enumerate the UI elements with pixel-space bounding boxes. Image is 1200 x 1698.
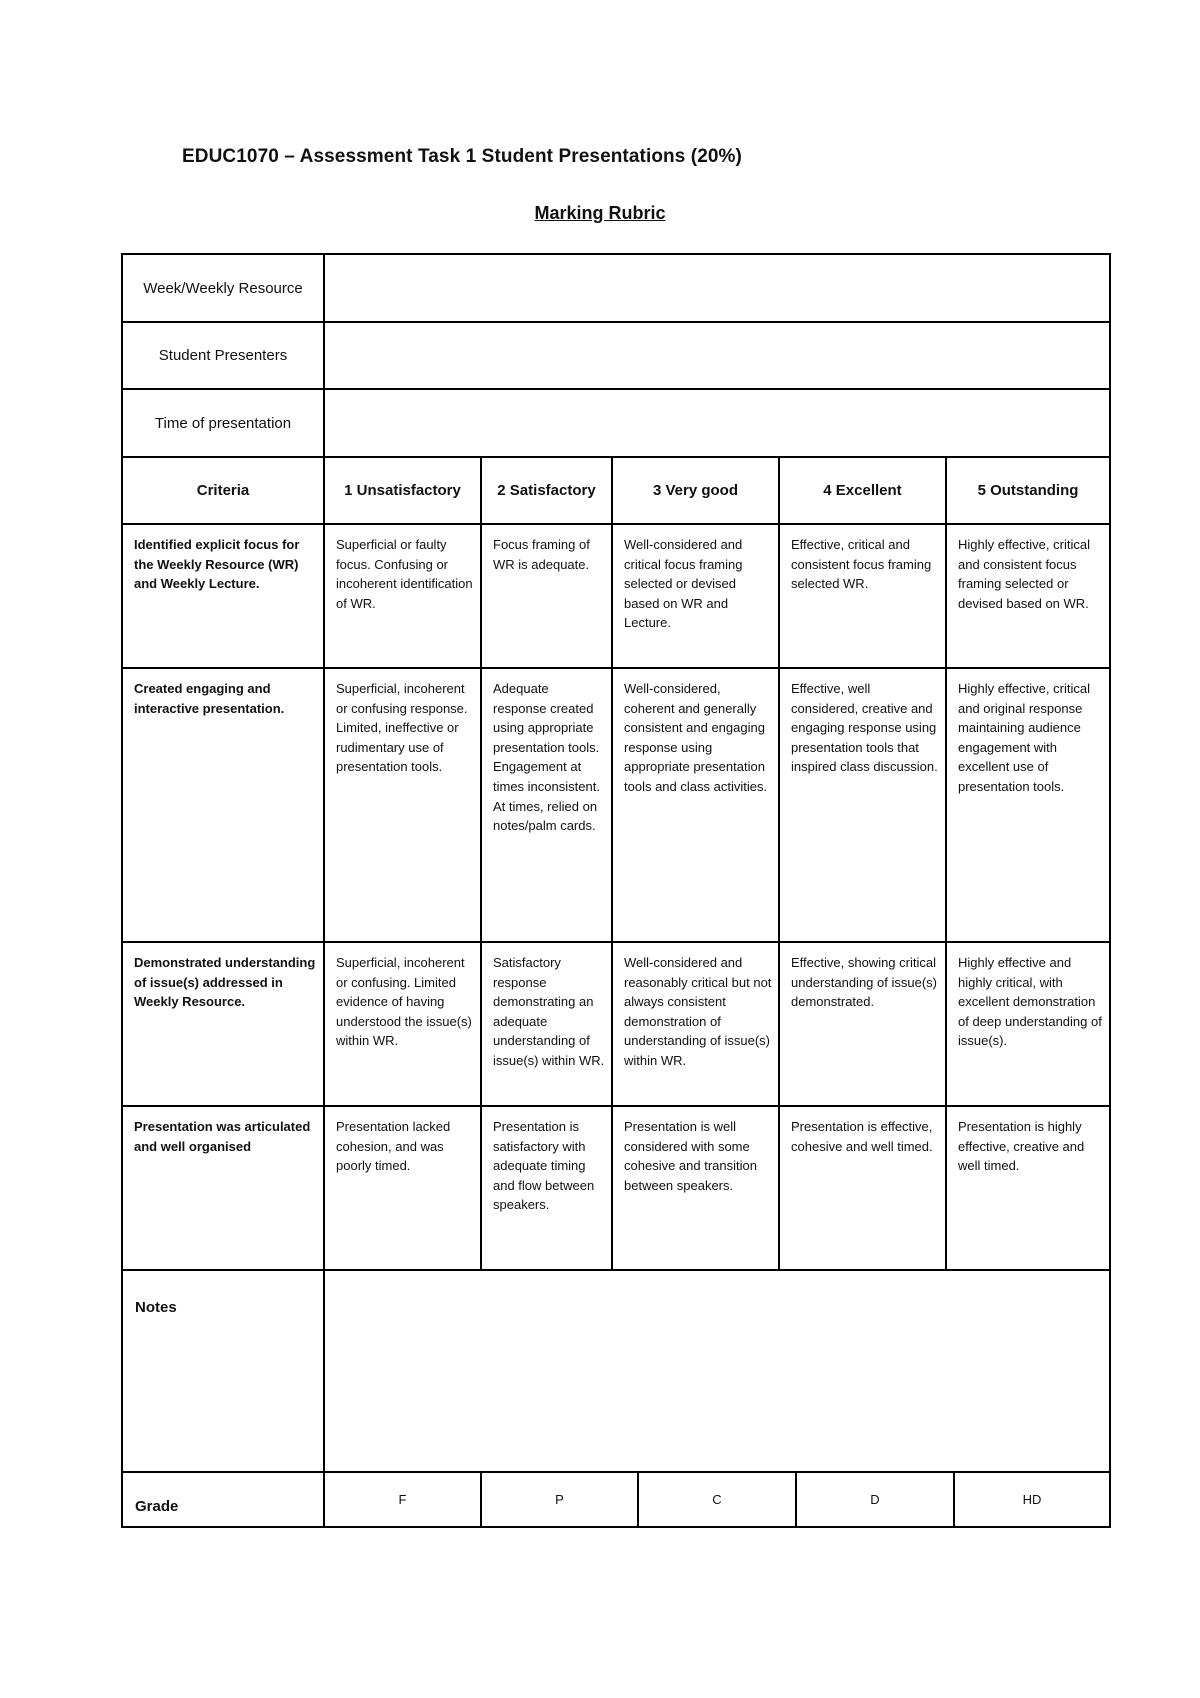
criterion-1-level-1: Superficial or faulty focus. Confusing or incoherent identification of WR.: [336, 537, 473, 611]
criterion-3-label: Demonstrated understanding of issue(s) addressed in Weekly Resource.: [134, 955, 316, 1010]
rubric-table: [121, 253, 1111, 1528]
criterion-3-level-2: Satisfactory response demonstrating an adequate understanding of issue(s) within WR.: [493, 955, 605, 1068]
document-title: EDUC1070 – Assessment Task 1 Student Presentations (20%): [182, 146, 742, 167]
criterion-2-level-5: Highly effective, critical and original response maintaining audience engagement with excellent use of presentation tools.: [958, 681, 1090, 794]
grade-option-p[interactable]: P: [555, 1492, 564, 1507]
info-label-presenters: Student Presenters: [158, 347, 288, 364]
grade-option-hd[interactable]: HD: [1022, 1492, 1042, 1507]
header-level-3: 3 Very good: [652, 482, 739, 499]
student-presenters-field[interactable]: [325, 323, 1109, 388]
criterion-4-level-4: Presentation is effective, cohesive and well timed.: [791, 1119, 933, 1154]
criterion-3-level-4: Effective, showing critical understanding of issue(s) demonstrated.: [791, 955, 937, 1010]
row-divider: [123, 667, 1109, 669]
criterion-3-level-1: Superficial, incoherent or confusing. Limited evidence of having understood the issue(s) within WR.: [336, 955, 472, 1049]
header-level-5: 5 Outstanding: [977, 482, 1079, 499]
header-level-4: 4 Excellent: [823, 482, 902, 499]
notes-field[interactable]: [325, 1271, 1109, 1471]
time-of-presentation-field[interactable]: [325, 390, 1109, 456]
grade-option-f[interactable]: F: [398, 1492, 407, 1507]
grade-option-d[interactable]: D: [870, 1492, 880, 1507]
criterion-3-level-3: Well-considered and reasonably critical but not always consistent demonstration of understanding of issue(s) within WR.: [624, 955, 772, 1068]
criterion-4-level-1: Presentation lacked cohesion, and was poorly timed.: [336, 1119, 451, 1174]
notes-label: Notes: [135, 1299, 177, 1316]
criterion-2-level-4: Effective, well considered, creative and engaging response using presentation tools that inspired class discussion.: [791, 681, 938, 775]
grade-label: Grade: [135, 1498, 179, 1515]
criterion-1-level-5: Highly effective, critical and consistent focus framing selected or devised based on WR.: [958, 537, 1090, 611]
criterion-2-level-1: Superficial, incoherent or confusing response. Limited, ineffective or rudimentary use of presentation tools.: [336, 681, 468, 775]
row-divider: [123, 941, 1109, 943]
criterion-1-level-2: Focus framing of WR is adequate.: [493, 537, 590, 572]
criterion-4-level-5: Presentation is highly effective, creative and well timed.: [958, 1119, 1085, 1174]
criterion-4-label: Presentation was articulated and well organised: [134, 1119, 311, 1154]
criterion-2-level-3: Well-considered, coherent and generally consistent and engaging response using appropriate presentation tools and class activities.: [624, 681, 768, 794]
grade-option-c[interactable]: C: [712, 1492, 722, 1507]
week-resource-field[interactable]: [325, 255, 1109, 321]
header-level-2: 2 Satisfactory: [497, 482, 596, 499]
rubric-heading: Marking Rubric: [534, 203, 666, 223]
row-divider: [123, 1105, 1109, 1107]
criterion-1-label: Identified explicit focus for the Weekly Resource (WR) and Weekly Lecture.: [134, 537, 300, 592]
row-divider: [123, 523, 1109, 525]
header-criteria: Criteria: [196, 482, 250, 499]
criterion-2-label: Created engaging and interactive presentation.: [134, 681, 285, 716]
criterion-2-level-2: Adequate response created using appropriate presentation tools. Engagement at times inconsistent. At times, relied on notes/palm cards.: [493, 681, 600, 834]
criterion-3-level-5: Highly effective and highly critical, with excellent demonstration of deep understanding of issue(s).: [958, 955, 1102, 1049]
info-label-time: Time of presentation: [154, 414, 292, 432]
header-level-1: 1 Unsatisfactory: [344, 482, 461, 499]
criterion-1-level-3: Well-considered and critical focus framing selected or devised based on WR and Lecture.: [624, 537, 743, 631]
info-label-week: Week/Weekly Resource: [143, 279, 303, 297]
criterion-4-level-3: Presentation is well considered with some cohesive and transition between speakers.: [624, 1119, 757, 1193]
criterion-1-level-4: Effective, critical and consistent focus framing selected WR.: [791, 537, 932, 592]
criterion-4-level-2: Presentation is satisfactory with adequate timing and flow between speakers.: [493, 1119, 595, 1213]
